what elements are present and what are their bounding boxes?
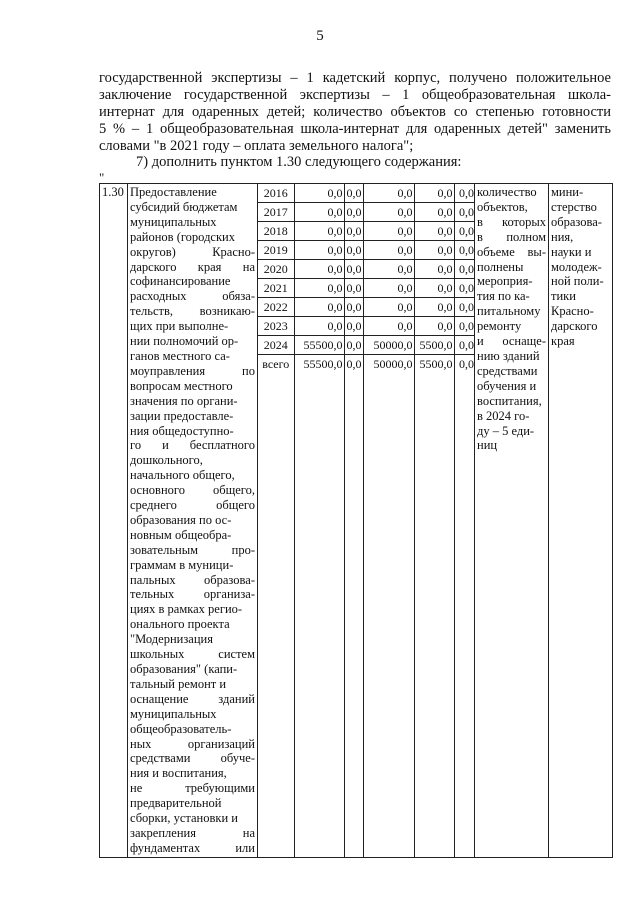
description-line: ния и воспитания,: [130, 766, 227, 781]
indicator-line: мероприя-: [477, 274, 533, 289]
column-divider: [454, 184, 455, 857]
financing-year-value: 2018: [258, 222, 294, 241]
description-line: общеобразователь-: [130, 721, 232, 736]
intro-line: 5 % – 1 общеобразовательная школа-интернат для одаренных детей" заменить: [99, 121, 611, 137]
financing-year-value: 2022: [258, 298, 294, 317]
financing-total-value: 0,0: [294, 203, 344, 222]
description-line: муниципальных: [130, 214, 217, 229]
description-line: ния общедоступно-: [130, 423, 234, 438]
financing-total-value: 0,0: [294, 241, 344, 260]
financing-year-row: [258, 184, 475, 203]
description-line: циях в рамках регио-: [130, 602, 243, 617]
executor-line: ния,: [551, 229, 574, 244]
financing-other-value: 0,0: [454, 241, 475, 260]
financing-year-value: 2024: [258, 336, 294, 355]
indicator-line: в полном: [477, 229, 546, 244]
indicator-line: количество: [477, 185, 537, 199]
financing-year-value: всего: [258, 355, 294, 374]
executor-line: науки и: [551, 244, 592, 259]
indicator-line: объеме вы-: [477, 244, 546, 259]
financing-year-row: [258, 336, 475, 355]
financing-other-value: 0,0: [454, 298, 475, 317]
description-line: основного общего,: [130, 483, 255, 498]
financing-other-value: 0,0: [454, 203, 475, 222]
financing-fed-value: 0,0: [344, 298, 363, 317]
financing-reg-value: 50000,0: [363, 336, 414, 355]
executor-line: мини-: [551, 185, 584, 199]
indicator-line: питальному: [477, 304, 541, 319]
indicator-line: в которых: [477, 214, 546, 229]
financing-reg-value: 0,0: [363, 241, 414, 260]
description-line: расходных обяза-: [130, 289, 255, 304]
description-line: пальных образова-: [130, 572, 255, 587]
financing-fed-value: 0,0: [344, 222, 363, 241]
executor-line: ной поли-: [551, 274, 604, 289]
intro-line: государственной экспертизы – 1 кадетский корпус, получено положительное: [99, 70, 611, 86]
financing-table: [258, 184, 475, 373]
indicator-line: воспитания,: [477, 393, 542, 408]
financing-other-value: 0,0: [454, 184, 475, 203]
financing-year-value: 2020: [258, 260, 294, 279]
description-line: сборки, установки и: [130, 811, 238, 826]
description-line: начального общего,: [130, 468, 235, 483]
financing-total-value: 0,0: [294, 298, 344, 317]
financing-loc-value: 5500,0: [414, 336, 454, 355]
financing-total-value: 0,0: [294, 317, 344, 336]
description-line: округов) Красно-: [130, 244, 255, 259]
financing-loc-value: 0,0: [414, 222, 454, 241]
description-line: закрепления на: [130, 825, 255, 840]
financing-loc-value: 5500,0: [414, 355, 454, 374]
financing-loc-value: 0,0: [414, 203, 454, 222]
description-line: ганов местного са-: [130, 348, 230, 363]
column-divider: [344, 184, 345, 857]
financing-loc-value: 0,0: [414, 298, 454, 317]
description-line: тальный ремонт и: [130, 676, 227, 691]
financing-total-row: [258, 355, 475, 374]
financing-fed-value: 0,0: [344, 260, 363, 279]
description-line: нии полномочий ор-: [130, 334, 239, 349]
description-line: образования" (капи-: [130, 662, 238, 676]
indicator-line: ремонту: [477, 319, 522, 334]
item-instruction: 7) дополнить пунктом 1.30 следующего содержания:: [136, 154, 462, 170]
financing-other-value: 0,0: [454, 336, 475, 355]
financing-total-value: 0,0: [294, 222, 344, 241]
description-line: фундаментах или: [130, 840, 255, 855]
indicator-line: тия по ка-: [477, 289, 530, 304]
table-row-1-30: [100, 184, 613, 858]
financing-year-row: [258, 317, 475, 336]
financing-reg-value: 0,0: [363, 260, 414, 279]
financing-other-value: 0,0: [454, 355, 475, 374]
program-table: [99, 183, 613, 858]
indicator-line: полнены: [477, 259, 524, 274]
description-line: зовательным про-: [130, 542, 255, 557]
financing-other-value: 0,0: [454, 279, 475, 298]
description-line: среднего общего: [130, 498, 255, 513]
column-divider: [363, 184, 364, 857]
financing-year-row: [258, 222, 475, 241]
financing-year-row: [258, 298, 475, 317]
executor-line: образова-: [551, 214, 602, 229]
financing-loc-value: 0,0: [414, 317, 454, 336]
description-line: го и бесплатного: [130, 438, 255, 453]
description-line: зации предоставле-: [130, 408, 234, 423]
description-line: значения по органи-: [130, 393, 238, 408]
financing-reg-value: 0,0: [363, 317, 414, 336]
indicator-line: и оснаще-: [477, 334, 546, 349]
indicator-line: ниц: [477, 438, 498, 453]
financing-fed-value: 0,0: [344, 184, 363, 203]
financing-fed-value: 0,0: [344, 203, 363, 222]
intro-line: словами "в 2021 году – оплата земельного налога";: [99, 138, 414, 154]
financing-reg-value: 0,0: [363, 298, 414, 317]
indicator-line: средствами: [477, 363, 538, 378]
financing-reg-value: 0,0: [363, 184, 414, 203]
financing-total-value: 0,0: [294, 260, 344, 279]
financing-loc-value: 0,0: [414, 260, 454, 279]
financing-year-value: 2016: [258, 184, 294, 203]
financing-reg-value: 0,0: [363, 203, 414, 222]
column-divider: [294, 184, 295, 857]
financing-other-value: 0,0: [454, 222, 475, 241]
description-line: моуправления по: [130, 363, 255, 378]
indicator-line: обучения и: [477, 378, 537, 393]
financing-reg-value: 50000,0: [363, 355, 414, 374]
description-line: тельных организа-: [130, 587, 255, 602]
financing-year-row: [258, 260, 475, 279]
executor-line: Красно-: [551, 304, 594, 319]
financing-total-value: 0,0: [294, 279, 344, 298]
description-line: ных организаций: [130, 736, 255, 751]
financing-loc-value: 0,0: [414, 241, 454, 260]
description-line: средствами обуче-: [130, 751, 255, 766]
description-line: муниципальных: [130, 706, 217, 721]
description-line: не требующими: [130, 781, 255, 796]
description-line: субсидий бюджетам: [130, 199, 238, 214]
open-quote: ": [99, 170, 105, 185]
financing-total-value: 0,0: [294, 184, 344, 203]
description-line: "Модернизация: [130, 632, 213, 647]
financing-loc-value: 0,0: [414, 184, 454, 203]
indicator-line: ду – 5 еди-: [477, 423, 535, 438]
financing-fed-value: 0,0: [344, 336, 363, 355]
indicator-line: нию зданий: [477, 348, 540, 363]
financing-total-value: 55500,0: [294, 355, 344, 374]
financing-loc-value: 0,0: [414, 279, 454, 298]
description-line: районов (городских: [130, 229, 235, 244]
financing-year-value: 2019: [258, 241, 294, 260]
description-line: образования по ос-: [130, 512, 232, 527]
indicator-line: объектов,: [477, 199, 528, 214]
financing-total-value: 55500,0: [294, 336, 344, 355]
financing-fed-value: 0,0: [344, 241, 363, 260]
executor-cell: [549, 184, 613, 858]
financing-fed-value: 0,0: [344, 355, 363, 374]
financing-fed-value: 0,0: [344, 279, 363, 298]
financing-fed-value: 0,0: [344, 317, 363, 336]
description-line: вопросам местного: [130, 378, 233, 393]
description-line: дарского края на: [130, 259, 255, 274]
column-divider: [414, 184, 415, 857]
financing-cell: [258, 184, 475, 858]
executor-line: тики: [551, 289, 576, 304]
description-line: софинансирование: [130, 274, 231, 289]
description-line: оснащение зданий: [130, 691, 255, 706]
description-line: школьных систем: [130, 647, 255, 662]
financing-reg-value: 0,0: [363, 222, 414, 241]
executor-line: молодеж-: [551, 259, 602, 274]
description-line: тельств, возникаю-: [130, 304, 255, 319]
financing-year-row: [258, 279, 475, 298]
executor-line: стерство: [551, 199, 597, 214]
financing-other-value: 0,0: [454, 260, 475, 279]
result-indicator-cell: [475, 184, 549, 858]
row-number: 1.30: [102, 185, 124, 199]
executor-line: дарского: [551, 319, 598, 334]
intro-line: интернат для одаренных детей; количество объектов со степенью готовности: [99, 104, 611, 120]
financing-reg-value: 0,0: [363, 279, 414, 298]
financing-year-value: 2023: [258, 317, 294, 336]
indicator-line: в 2024 го-: [477, 408, 530, 423]
financing-year-value: 2021: [258, 279, 294, 298]
intro-paragraph: [99, 70, 611, 155]
financing-year-row: [258, 203, 475, 222]
measure-description-cell: [128, 184, 258, 858]
description-line: Предоставление: [130, 185, 217, 199]
description-line: онального проекта: [130, 617, 230, 632]
description-line: граммам в муници-: [130, 557, 234, 572]
description-line: новным общеобра-: [130, 527, 232, 542]
financing-year-value: 2017: [258, 203, 294, 222]
page-number: 5: [316, 28, 324, 44]
intro-line: заключение государственной экспертизы – 1 общеобразовательная школа-: [99, 87, 611, 103]
description-line: предварительной: [130, 796, 222, 811]
row-number-cell: [100, 184, 128, 858]
description-line: щих при выполне-: [130, 319, 229, 334]
description-line: дошкольного,: [130, 453, 203, 468]
executor-line: края: [551, 334, 575, 349]
financing-year-row: [258, 241, 475, 260]
financing-other-value: 0,0: [454, 317, 475, 336]
